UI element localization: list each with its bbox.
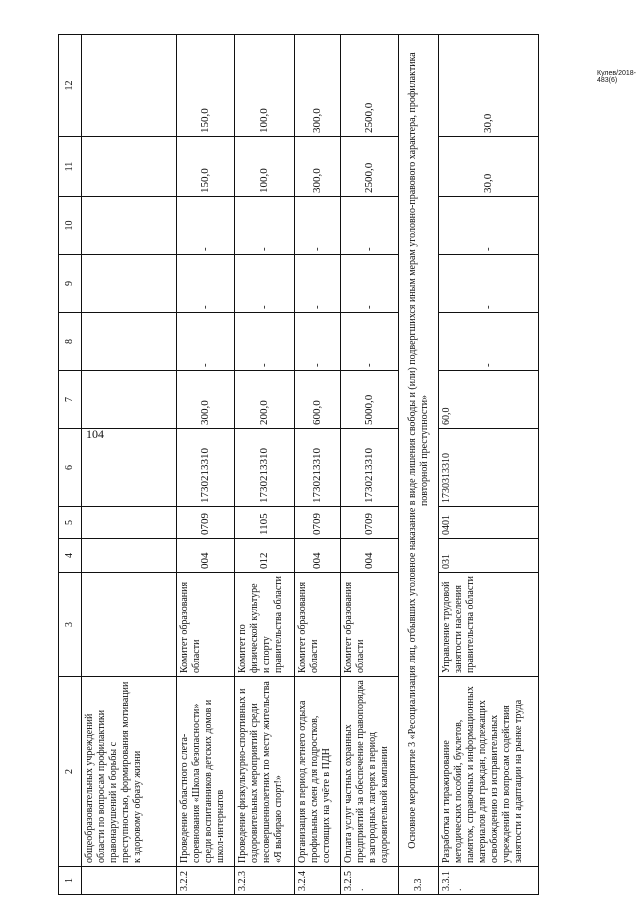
value-cell: - [177,197,235,255]
code-cell [82,507,177,539]
header-cell: 1 [59,867,82,895]
row-number: 3.2.3 [235,867,295,895]
value-cell: 5000,0 [341,371,399,429]
table-row [177,35,235,895]
code-cell: 1730313310 [439,429,539,507]
value-cell: 2500,0 [341,137,399,197]
table-row [235,35,295,895]
value-cell: - [439,313,539,371]
value-cell: 600,0 [295,371,341,429]
header-cell: 8 [59,313,82,371]
table-row [295,35,341,895]
code-cell: 0709 [295,507,341,539]
value-cell: - [235,255,295,313]
value-cell: 100,0 [235,35,295,137]
value-cell [82,35,177,137]
header-cell: 5 [59,507,82,539]
value-cell: - [235,197,295,255]
executor: Комитет образования области [295,573,341,677]
measure-description: Проведение физкультурно-спортивных и оздоровительных мероприятий среди несовершеннолетних по месту жительства «Я выбираю спорт!» [235,677,295,867]
value-cell: - [341,313,399,371]
header-cell: 6 [59,429,82,507]
value-cell: - [235,313,295,371]
header-cell: 11 [59,137,82,197]
code-cell [82,539,177,573]
value-cell [82,197,177,255]
header-cell: 12 [59,35,82,137]
value-cell [82,313,177,371]
row-number: 3.2.5. [341,867,399,895]
code-cell: 0401 [439,507,539,539]
value-cell: - [341,197,399,255]
table-row [439,35,539,895]
value-cell: - [439,197,539,255]
value-cell: 100,0 [235,137,295,197]
value-cell [82,137,177,197]
measure-description: Организация в период летнего отдыха профильных смен для подростков, состоящих на учёте в ПДН [295,677,341,867]
row-number: 3.2.2 [177,867,235,895]
code-cell: 1730213310 [235,429,295,507]
value-cell [82,371,177,429]
header-cell: 9 [59,255,82,313]
value-cell: 150,0 [177,137,235,197]
section-title: Основное мероприятие 3 «Ресоциализация лиц, отбывших уголовное наказание в виде лишения свободы и (или) подвергшихся иным мерам уголовно-правового характера, профилактика повторной преступности» [399,35,439,867]
code-cell: 012 [235,539,295,573]
table-row [341,35,399,895]
page-number: 104 [86,427,104,441]
row-number: 3.2.4 [295,867,341,895]
budget-table [58,34,539,895]
value-cell: 60,0 [439,371,539,429]
code-cell: 004 [177,539,235,573]
measure-description: Проведение областного слета-соревнования «Школа безопасности» среди воспитанников детских домов и школ-интернатов [177,677,235,867]
code-cell: 1730213310 [295,429,341,507]
value-cell: - [295,313,341,371]
value-cell: - [295,197,341,255]
table-row [82,35,177,895]
header-cell: 7 [59,371,82,429]
value-cell: 30,0 [439,137,539,197]
value-cell: 300,0 [295,137,341,197]
executor: Комитет по физической культуре и спорту правительства области [235,573,295,677]
value-cell: 2500,0 [341,35,399,137]
value-cell: - [177,255,235,313]
executor [82,573,177,677]
code-cell: 0709 [341,507,399,539]
document-code: Кулев/2018-483(6) [597,70,636,84]
code-cell: 0709 [177,507,235,539]
section-number: 3.3 [399,867,439,895]
code-cell: 1730213310 [177,429,235,507]
row-number [82,867,177,895]
section-row [399,35,439,895]
value-cell: - [341,255,399,313]
executor: Комитет образования области [341,573,399,677]
executor: Управление трудовой занятости населения правительства области [439,573,539,677]
header-cell: 3 [59,573,82,677]
code-cell: 1730213310 [341,429,399,507]
value-cell: 200,0 [235,371,295,429]
header-row [59,35,82,895]
measure-description: Оплата услуг частных охранных предприятий за обеспечение правопорядка в загородных лагерях в период оздоровительной кампании [341,677,399,867]
value-cell: 30,0 [439,35,539,137]
code-cell: 031 [439,539,539,573]
value-cell: 300,0 [295,35,341,137]
value-cell: - [439,255,539,313]
value-cell: - [295,255,341,313]
value-cell [82,255,177,313]
code-cell: 004 [295,539,341,573]
code-cell [82,429,177,507]
value-cell: 300,0 [177,371,235,429]
measure-description: общеобразовательных учреждений области по вопросам профилактики правонарушений и борьбы с преступностью, формирования мотивации к здоровому образу жизни [82,677,177,867]
row-number: 3.3.1. [439,867,539,895]
code-cell: 1105 [235,507,295,539]
code-cell: 004 [341,539,399,573]
measure-description: Разработка и тиражирование методических пособий, буклетов, памяток, справочных и информационных материалов для граждан, подлежащих освобождению из исправительных учреждений по вопросам содействия занятости и адаптации на рынке труда [439,677,539,867]
executor: Комитет образования области [177,573,235,677]
header-cell: 10 [59,197,82,255]
header-cell: 2 [59,677,82,867]
header-cell: 4 [59,539,82,573]
value-cell: - [177,313,235,371]
rotated-table-container [58,35,598,895]
value-cell: 150,0 [177,35,235,137]
